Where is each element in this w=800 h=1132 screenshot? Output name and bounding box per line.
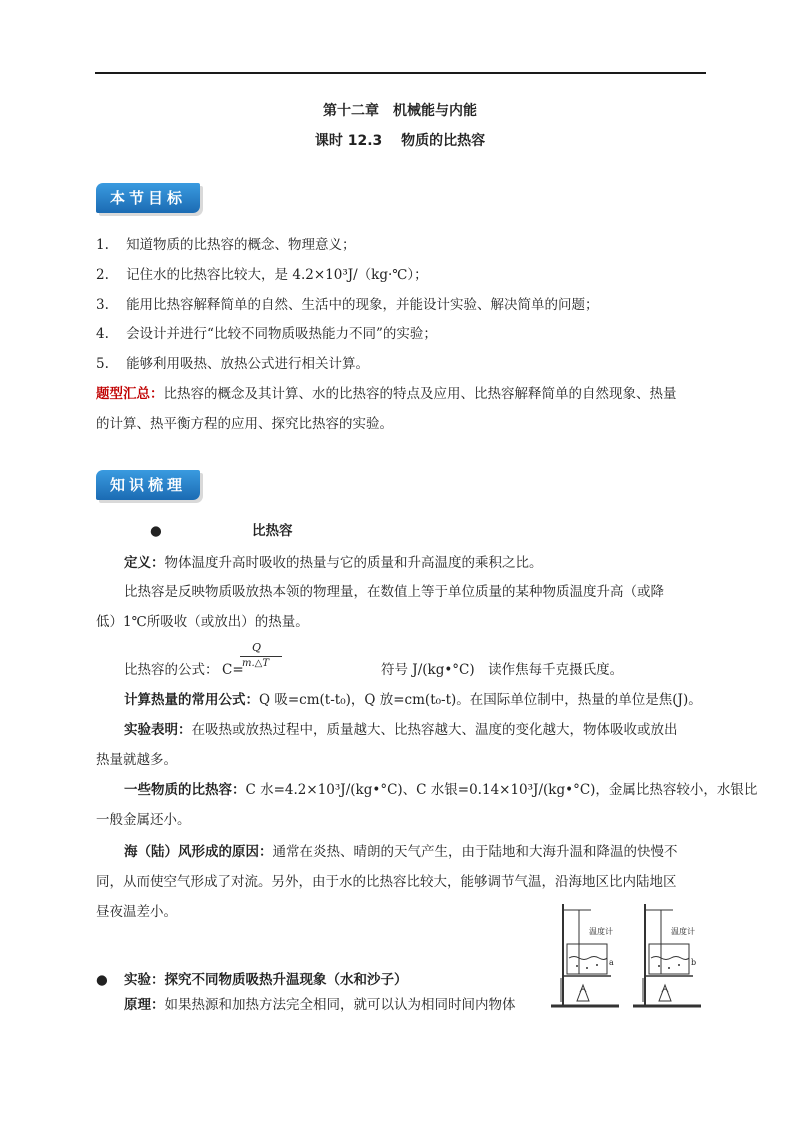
formula-numerator: Q bbox=[252, 641, 262, 654]
goal-item bbox=[96, 265, 428, 285]
lesson-title: 课时 12.3 物质的比热容 bbox=[314, 133, 486, 149]
summary-line bbox=[96, 384, 677, 404]
header-rule bbox=[95, 72, 706, 74]
goal-text: 能够利用吸热、放热公式进行相关计算。 bbox=[126, 356, 370, 372]
principle-text: 如果热源和加热方法完全相同，就可以认为相同时间内物体 bbox=[164, 997, 516, 1013]
bullet-icon: ● bbox=[96, 972, 108, 988]
goal-number: 5. bbox=[96, 356, 109, 372]
sea-breeze-line bbox=[124, 842, 678, 862]
goal-number: 2. bbox=[96, 267, 109, 283]
formula-symbol: 符号 J/(kg•°C) 读作焦每千克摄氏度。 bbox=[381, 662, 624, 678]
beaker-mark-right: b bbox=[691, 958, 697, 967]
goal-item bbox=[96, 295, 599, 315]
calc-line bbox=[124, 690, 702, 710]
principle-label: 原理： bbox=[124, 997, 165, 1013]
knowledge-badge: 知识梳理 bbox=[96, 470, 200, 500]
definition-line bbox=[124, 553, 543, 573]
section-title-experiment: 实验：探究不同物质吸热升温现象（水和沙子） bbox=[124, 972, 408, 988]
goal-text: 知道物质的比热容的概念、物理意义； bbox=[126, 237, 356, 253]
thermometer-label-left: 温度计 bbox=[589, 927, 613, 936]
experiment-label: 实验表明： bbox=[124, 722, 192, 738]
experiment-line bbox=[124, 720, 678, 740]
beaker-mark-left: a bbox=[609, 958, 614, 967]
principle-line bbox=[124, 995, 516, 1015]
goal-text: 记住水的比热容比较大，是 4.2×10³J/（kg·℃）； bbox=[126, 267, 428, 283]
sea-breeze-line-3: 昼夜温差小。 bbox=[96, 904, 177, 920]
goal-text: 能用比热容解释简单的自然、生活中的现象，并能设计实验、解决简单的问题； bbox=[126, 297, 599, 313]
sea-breeze-text: 通常在炎热、晴朗的天气产生，由于陆地和大海升温和降温的快慢不 bbox=[272, 844, 678, 860]
apparatus-figure bbox=[547, 896, 707, 1016]
calc-label: 计算热量的常用公式： bbox=[124, 692, 259, 708]
goal-item bbox=[96, 324, 437, 344]
paragraph-line: 低）1℃所吸收（或放出）的热量。 bbox=[96, 614, 309, 630]
paragraph-line: 比热容是反映物质吸放热本领的物理量，在数值上等于单位质量的某种物质温度升高（或降 bbox=[124, 584, 664, 600]
definition-label: 定义： bbox=[124, 555, 165, 571]
apparatus-drawing bbox=[547, 896, 707, 1016]
chapter-title: 第十二章 机械能与内能 bbox=[323, 103, 477, 119]
goal-number: 4. bbox=[96, 326, 109, 342]
goal-item bbox=[96, 235, 356, 255]
fraction-bar bbox=[240, 656, 282, 657]
summary-text: 比热容的概念及其计算、水的比热容的特点及应用、比热容解释简单的自然现象、热量 bbox=[163, 386, 677, 402]
formula-lhs: C= bbox=[222, 662, 244, 678]
section-title-specific-heat: 比热容 bbox=[252, 523, 293, 539]
goal-number: 3. bbox=[96, 297, 109, 313]
summary-label: 题型汇总： bbox=[96, 386, 164, 402]
substances-line bbox=[124, 780, 757, 800]
substances-label: 一些物质的比热容： bbox=[124, 782, 246, 798]
experiment-line-2: 热量就越多。 bbox=[96, 752, 177, 768]
goal-item bbox=[96, 354, 369, 374]
goal-number: 1. bbox=[96, 237, 109, 253]
goals-badge: 本节目标 bbox=[96, 183, 200, 213]
sea-breeze-line-2: 同，从而使空气形成了对流。另外，由于水的比热容比较大，能够调节气温，沿海地区比内陆地区 bbox=[96, 874, 677, 890]
definition-text: 物体温度升高时吸收的热量与它的质量和升高温度的乘积之比。 bbox=[164, 555, 543, 571]
bullet-icon: ● bbox=[150, 523, 162, 539]
goal-text: 会设计并进行“比较不同物质吸热能力不同”的实验； bbox=[126, 326, 437, 342]
formula-label: 比热容的公式： bbox=[124, 662, 219, 678]
substances-line-2: 一般金属还小。 bbox=[96, 812, 191, 828]
formula-denominator: m.△T bbox=[242, 658, 270, 669]
thermometer-label-right: 温度计 bbox=[671, 927, 695, 936]
calc-text: Q 吸=cm(t-t₀)，Q 放=cm(t₀-t)。在国际单位制中，热量的单位是焦(J)。 bbox=[259, 692, 702, 708]
experiment-text: 在吸热或放热过程中，质量越大、比热容越大、温度的变化越大，物体吸收或放出 bbox=[191, 722, 678, 738]
substances-text: C 水=4.2×10³J/(kg•°C)、C 水银=0.14×10³J/(kg•°C)，金属比热容较小，水银比 bbox=[245, 782, 758, 798]
sea-breeze-label: 海（陆）风形成的原因： bbox=[124, 844, 273, 860]
summary-line-2: 的计算、热平衡方程的应用、探究比热容的实验。 bbox=[96, 416, 393, 432]
